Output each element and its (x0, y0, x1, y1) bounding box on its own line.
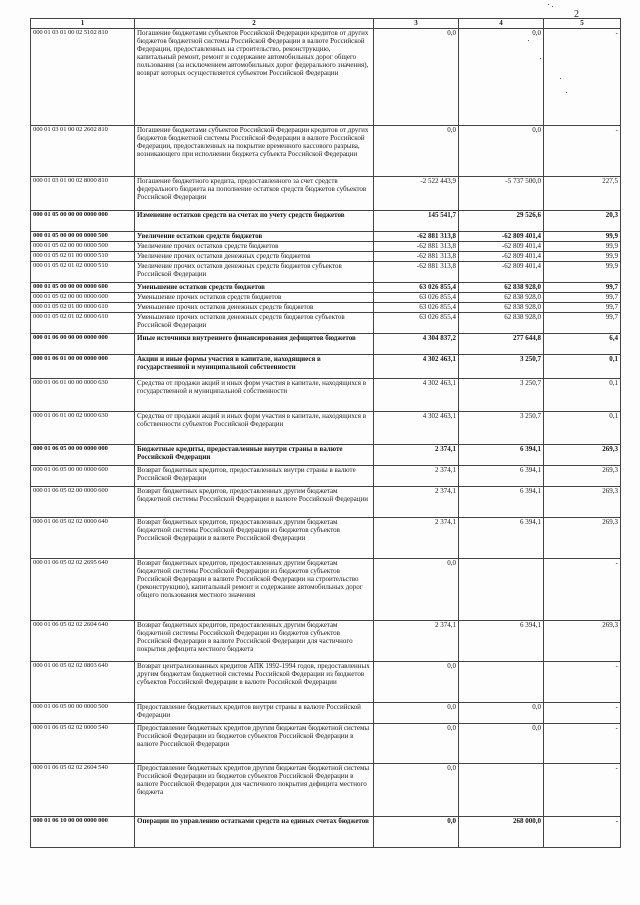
actual-value-cell: 0,0 (459, 29, 544, 126)
budget-code-cell: 000 01 06 01 00 02 0000 630 (31, 412, 135, 445)
table-row (31, 232, 621, 242)
scan-speckle (528, 40, 529, 41)
budget-code-cell: 000 01 06 05 02 02 2695 640 (31, 559, 135, 621)
item-name-cell: Средства от продажи акций и иных форм участия в капитале, находящихся в собственности субъектов Российской Федерации (135, 412, 374, 445)
plan-value-cell: -62 881 313,8 (374, 232, 459, 242)
table-row (31, 29, 621, 126)
actual-value-cell: -62 809 401,4 (459, 242, 544, 252)
percent-cell: 269,3 (544, 621, 621, 662)
percent-cell: 20,3 (544, 211, 621, 232)
plan-value-cell: 4 302 463,1 (374, 355, 459, 379)
budget-code-cell: 000 01 06 00 00 00 0000 000 (31, 334, 135, 355)
table-row (31, 211, 621, 232)
actual-value-cell: 0,0 (459, 703, 544, 724)
plan-value-cell: 63 026 855,4 (374, 283, 459, 293)
table-row (31, 126, 621, 177)
budget-code-cell: 000 01 05 00 00 00 0000 500 (31, 232, 135, 242)
budget-code-cell: 000 01 06 05 00 00 0000 000 (31, 445, 135, 466)
budget-code-cell: 000 01 05 00 00 00 0000 000 (31, 211, 135, 232)
item-name-cell: Изменение остатков средств на счетах по учету средств бюджетов (135, 211, 374, 232)
plan-value-cell: 63 026 855,4 (374, 293, 459, 303)
percent-cell: 227,5 (544, 177, 621, 211)
item-name-cell: Увеличение остатков средств бюджетов (135, 232, 374, 242)
percent-cell: - (544, 724, 621, 764)
item-name-cell: Увеличение прочих остатков денежных средств бюджетов (135, 252, 374, 262)
plan-value-cell: 0,0 (374, 559, 459, 621)
actual-value-cell: -62 809 401,4 (459, 252, 544, 262)
item-name-cell: Погашение бюджетами субъектов Российской Федерации кредитов от других бюджетов бюджетной системы Российской Федерации в валюте Российской Федерации, предоставленных на строительство, реконструкцию, капитальный ремонт, ремонт и содержание автомобильных дорог общего пользования (за исключением автомобильных дорог федерального значения), возврат которых осуществляется субъектом Российской Федерации (135, 29, 374, 126)
item-name-cell: Акции и иные формы участия в капитале, находящиеся в государственной и муниципальной собственности (135, 355, 374, 379)
percent-cell: 269,3 (544, 466, 621, 487)
scan-speckle (566, 92, 567, 93)
budget-code-cell: 000 01 06 01 00 00 0000 630 (31, 379, 135, 412)
item-name-cell: Средства от продажи акций и иных форм участия в капитале, находящихся в государственной и муниципальной собственности (135, 379, 374, 412)
actual-value-cell: 6 394,1 (459, 621, 544, 662)
actual-value-cell: 3 250,7 (459, 412, 544, 445)
actual-value-cell: 277 644,8 (459, 334, 544, 355)
actual-value-cell: -5 737 500,0 (459, 177, 544, 211)
table-row (31, 518, 621, 559)
budget-code-cell: 000 01 05 02 01 00 0000 610 (31, 303, 135, 313)
actual-value-cell: 268 000,0 (459, 817, 544, 848)
budget-code-cell: 000 01 03 01 00 02 2602 810 (31, 126, 135, 177)
budget-code-cell: 000 01 06 05 02 02 0803 640 (31, 662, 135, 703)
percent-cell: 99,9 (544, 242, 621, 252)
scan-speckle (552, 6, 553, 7)
item-name-cell: Уменьшение остатков средств бюджетов (135, 283, 374, 293)
table-row (31, 559, 621, 621)
table-row (31, 621, 621, 662)
plan-value-cell: 63 026 855,4 (374, 303, 459, 313)
actual-value-cell: 62 838 928,0 (459, 313, 544, 334)
item-name-cell: Операции по управлению остатками средств на единых счетах бюджетов (135, 817, 374, 848)
table-row (31, 703, 621, 724)
item-name-cell: Возврат централизованных кредитов АПК 1992-1994 годов, предоставленных другим бюджетам бюджетной системы Российской Федерации из бюджетов субъектов Российской Федерации в валюте Российской Федерации (135, 662, 374, 703)
plan-value-cell: -2 522 443,9 (374, 177, 459, 211)
item-name-cell: Предоставление бюджетных кредитов другим бюджетам бюджетной системы Российской Федерации из бюджетов субъектов Российской Федерации в валюте Российской Федерации для частичного покрытия дефицита местного бюджета (135, 764, 374, 817)
plan-value-cell: 0,0 (374, 126, 459, 177)
percent-cell: 99,9 (544, 252, 621, 262)
item-name-cell: Возврат бюджетных кредитов, предоставленных внутри страны в валюте Российской Федерации (135, 466, 374, 487)
item-name-cell: Погашение бюджетного кредита, предоставленного за счет средств федерального бюджета на пополнение остатков средств бюджетов субъектов Российской Федерации (135, 177, 374, 211)
plan-value-cell: 0,0 (374, 764, 459, 817)
table-row (31, 817, 621, 848)
column-header: 5 (544, 19, 621, 29)
table-row (31, 262, 621, 283)
budget-code-cell: 000 01 06 05 00 00 0000 600 (31, 466, 135, 487)
table-row (31, 764, 621, 817)
item-name-cell: Бюджетные кредиты, предоставленные внутри страны в валюте Российской Федерации (135, 445, 374, 466)
actual-value-cell (459, 559, 544, 621)
budget-code-cell: 000 01 03 01 00 02 8000 810 (31, 177, 135, 211)
table-row (31, 293, 621, 303)
actual-value-cell: 0,0 (459, 126, 544, 177)
percent-cell: - (544, 764, 621, 817)
item-name-cell: Предоставление бюджетных кредитов внутри страны в валюте Российской Федерации (135, 703, 374, 724)
budget-code-cell: 000 01 06 05 02 02 2604 640 (31, 621, 135, 662)
table-row (31, 252, 621, 262)
item-name-cell: Уменьшение прочих остатков денежных средств бюджетов (135, 303, 374, 313)
item-name-cell: Предоставление бюджетных кредитов другим бюджетам бюджетной системы Российской Федерации из бюджетов субъектов Российской Федерации в валюте Российской Федерации (135, 724, 374, 764)
table-row (31, 487, 621, 518)
table-row (31, 662, 621, 703)
table-row (31, 313, 621, 334)
page-number: 2 (574, 9, 579, 20)
actual-value-cell: 6 394,1 (459, 518, 544, 559)
percent-cell: 0,1 (544, 379, 621, 412)
plan-value-cell: 2 374,1 (374, 518, 459, 559)
table-row (31, 724, 621, 764)
plan-value-cell: -62 881 313,8 (374, 242, 459, 252)
item-name-cell: Иные источники внутреннего финансирования дефицитов бюджетов (135, 334, 374, 355)
item-name-cell: Уменьшение прочих остатков денежных средств бюджетов субъектов Российской Федерации (135, 313, 374, 334)
column-header: 4 (459, 19, 544, 29)
table-row (31, 445, 621, 466)
table-body (31, 29, 621, 848)
column-header: 3 (374, 19, 459, 29)
budget-code-cell: 000 01 06 05 02 00 0000 600 (31, 487, 135, 518)
table-row (31, 177, 621, 211)
percent-cell: 269,3 (544, 518, 621, 559)
table-row (31, 412, 621, 445)
percent-cell: - (544, 126, 621, 177)
actual-value-cell: 3 250,7 (459, 379, 544, 412)
percent-cell: - (544, 703, 621, 724)
scan-speckle (548, 4, 549, 5)
plan-value-cell: 0,0 (374, 29, 459, 126)
actual-value-cell: -62 809 401,4 (459, 232, 544, 242)
budget-code-cell: 000 01 06 10 00 00 0000 000 (31, 817, 135, 848)
item-name-cell: Уменьшение прочих остатков средств бюджетов (135, 293, 374, 303)
percent-cell: 99,7 (544, 303, 621, 313)
column-header: 1 (31, 19, 135, 29)
percent-cell: 269,3 (544, 445, 621, 466)
budget-code-cell: 000 01 05 02 01 00 0000 510 (31, 252, 135, 262)
budget-code-cell: 000 01 05 02 00 00 0000 600 (31, 293, 135, 303)
actual-value-cell (459, 764, 544, 817)
actual-value-cell: 29 526,6 (459, 211, 544, 232)
column-header: 2 (135, 19, 374, 29)
plan-value-cell: 4 302 463,1 (374, 412, 459, 445)
table-row (31, 242, 621, 252)
percent-cell: - (544, 29, 621, 126)
percent-cell: - (544, 817, 621, 848)
percent-cell: 6,4 (544, 334, 621, 355)
percent-cell: 0,1 (544, 355, 621, 379)
percent-cell: 0,1 (544, 412, 621, 445)
item-name-cell: Возврат бюджетных кредитов, предоставленных другим бюджетам бюджетной системы Российской Федерации из бюджетов субъектов Российской Федерации в валюте Российской Федерации для частичного покрытия дефицита местного бюджета (135, 621, 374, 662)
plan-value-cell: 2 374,1 (374, 621, 459, 662)
percent-cell: 99,7 (544, 283, 621, 293)
table-row (31, 334, 621, 355)
actual-value-cell: 0,0 (459, 724, 544, 764)
actual-value-cell: 6 394,1 (459, 445, 544, 466)
percent-cell: - (544, 559, 621, 621)
plan-value-cell: 2 374,1 (374, 487, 459, 518)
percent-cell: - (544, 662, 621, 703)
plan-value-cell: -62 881 313,8 (374, 262, 459, 283)
plan-value-cell: -62 881 313,8 (374, 252, 459, 262)
table-row (31, 303, 621, 313)
plan-value-cell: 4 302 463,1 (374, 379, 459, 412)
item-name-cell: Увеличение прочих остатков средств бюджетов (135, 242, 374, 252)
plan-value-cell: 2 374,1 (374, 466, 459, 487)
actual-value-cell: 3 250,7 (459, 355, 544, 379)
percent-cell: 99,9 (544, 232, 621, 242)
budget-code-cell: 000 01 05 02 00 00 0000 500 (31, 242, 135, 252)
percent-cell: 99,7 (544, 293, 621, 303)
table-row (31, 355, 621, 379)
budget-code-cell: 000 01 06 05 02 02 0000 540 (31, 724, 135, 764)
column-number-row (31, 19, 621, 29)
actual-value-cell: -62 809 401,4 (459, 262, 544, 283)
plan-value-cell: 0,0 (374, 703, 459, 724)
item-name-cell: Возврат бюджетных кредитов, предоставленных другим бюджетам бюджетной системы Российской Федерации в валюте Российской Федерации (135, 487, 374, 518)
plan-value-cell: 145 541,7 (374, 211, 459, 232)
budget-sources-table (30, 18, 621, 848)
budget-code-cell: 000 01 06 05 02 02 2604 540 (31, 764, 135, 817)
plan-value-cell: 4 304 837,2 (374, 334, 459, 355)
budget-code-cell: 000 01 06 01 00 00 0000 000 (31, 355, 135, 379)
actual-value-cell (459, 662, 544, 703)
scan-speckle (560, 78, 561, 79)
actual-value-cell: 62 838 928,0 (459, 293, 544, 303)
percent-cell: 269,3 (544, 487, 621, 518)
plan-value-cell: 0,0 (374, 662, 459, 703)
plan-value-cell: 2 374,1 (374, 445, 459, 466)
scan-speckle (540, 58, 541, 59)
percent-cell: 99,7 (544, 313, 621, 334)
actual-value-cell: 62 838 928,0 (459, 303, 544, 313)
budget-code-cell: 000 01 05 00 00 00 0000 600 (31, 283, 135, 293)
actual-value-cell: 6 394,1 (459, 487, 544, 518)
table-row (31, 379, 621, 412)
item-name-cell: Возврат бюджетных кредитов, предоставленных другим бюджетам бюджетной системы Российской Федерации из бюджетов субъектов Российской Федерации в валюте Российской Федерации (135, 518, 374, 559)
budget-code-cell: 000 01 06 05 00 00 0000 500 (31, 703, 135, 724)
plan-value-cell: 63 026 855,4 (374, 313, 459, 334)
item-name-cell: Возврат бюджетных кредитов, предоставленных другим бюджетам бюджетной системы Российской Федерации из бюджетов субъектов Российской Федерации в валюте Российской Федерации на строительство (реконструкцию), капитальный ремонт и содержание автомобильных дорог общего пользования местного значения (135, 559, 374, 621)
budget-code-cell: 000 01 05 02 01 02 0000 510 (31, 262, 135, 283)
item-name-cell: Погашение бюджетами субъектов Российской Федерации кредитов от других бюджетов бюджетной системы Российской Федерации в валюте Российской Федерации, предоставленных на покрытие временного кассового разрыва, возникающего при исполнении бюджета субъекта Российской Федерации (135, 126, 374, 177)
percent-cell: 99,9 (544, 262, 621, 283)
budget-code-cell: 000 01 03 01 00 02 5102 810 (31, 29, 135, 126)
table-row (31, 466, 621, 487)
budget-code-cell: 000 01 06 05 02 02 0000 640 (31, 518, 135, 559)
actual-value-cell: 6 394,1 (459, 466, 544, 487)
item-name-cell: Увеличение прочих остатков денежных средств бюджетов субъектов Российской Федерации (135, 262, 374, 283)
budget-code-cell: 000 01 05 02 01 02 0000 610 (31, 313, 135, 334)
plan-value-cell: 0,0 (374, 817, 459, 848)
table-row (31, 283, 621, 293)
plan-value-cell: 0,0 (374, 724, 459, 764)
actual-value-cell: 62 838 928,0 (459, 283, 544, 293)
